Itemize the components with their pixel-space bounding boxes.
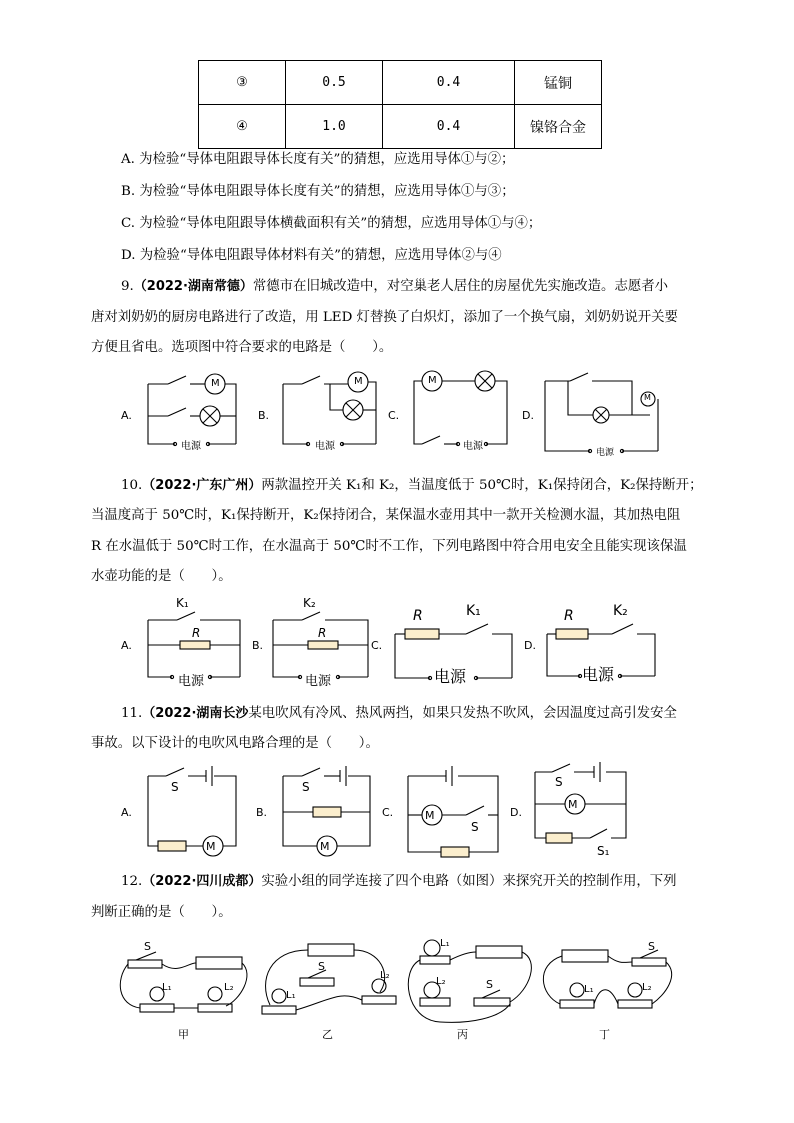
caption-ding: 丁 <box>599 1028 610 1041</box>
caption-bing: 丙 <box>457 1028 468 1041</box>
q9-line3: 方便且省电。选项图中符合要求的电路是（ ）。 <box>91 340 393 355</box>
q12-circuit-bing <box>408 940 531 1022</box>
caption-yi: 乙 <box>322 1028 333 1041</box>
q9-line2: 唐对刘奶奶的厨房电路进行了改造，用 LED 灯替换了白炽灯，添加了一个换气扇，刘奶奶说开关要 <box>91 310 678 325</box>
q9-line1: 9.（2022·湖南常德）常德市在旧城改造中，对空巢老人居住的房屋优先实施改造。志愿者小 <box>121 279 669 294</box>
motor-label: M <box>428 375 437 386</box>
q10-line1: 10.（2022·广东广州）两款温控开关 K₁和 K₂，当温度低于 50℃时，K₁保持闭合，K₂保持断开； <box>121 478 703 493</box>
q12-circuit-yi <box>262 944 396 1014</box>
q12-line1: 12.（2022·四川成都）实验小组的同学连接了四个电路（如图）来探究开关的控制作用，下列 <box>121 874 677 889</box>
caption-jia: 甲 <box>178 1028 189 1041</box>
q8-option-c: C. 为检验“导体电阻跟导体横截面积有关”的猜想，应选用导体①与④； <box>121 216 542 231</box>
motor-label: M <box>644 393 651 402</box>
q12-line2: 判断正确的是（ ）。 <box>91 905 232 920</box>
q8-option-a: A. 为检验“导体电阻跟导体长度有关”的猜想，应选用导体①与②； <box>121 152 515 167</box>
power-label: 电源 <box>315 441 335 452</box>
q11-line1: 11.（2022·湖南长沙某电吹风有冷风、热风两挡，如果只发热不吹风，会因温度过高引发安全 <box>121 706 677 721</box>
q8-option-b: B. 为检验“导体电阻跟导体长度有关”的猜想，应选用导体①与③； <box>121 184 515 199</box>
table-row: ③ 0.5 0.4 锰铜 <box>199 61 602 105</box>
power-label: 电源 <box>181 441 201 452</box>
power-label: 电源 <box>596 448 615 458</box>
q8-option-d: D. 为检验“导体电阻跟导体材料有关”的猜想，应选用导体②与④ <box>121 248 502 263</box>
motor-label: M <box>211 378 220 389</box>
q11-line2: 事故。以下设计的电吹风电路合理的是（ ）。 <box>91 736 379 751</box>
document-page: ③ 0.5 0.4 锰铜 ④ 1.0 0.4 镍铬合金 A. 为检验“导体电阻跟导体长度有关”的猜想，应选用导体①与②； B. 为检验“导体电阻跟导体长度有关”的猜想，应选用导体①与③； C. 为检验“导体电阻跟导体横截面积有关”的猜想，应选用导体①与④； D. 为检验“导体电阻跟导体材料有关”的猜想，应选用导体②与④ 9.（2022·湖南常德）常德市在旧城改造中，对空巢老人居住的房屋优先实施改造。志愿者小 唐对刘奶奶的厨房电路进行了改造，用 LED 灯替换了白炽灯，添加了一个换气扇，刘奶奶说开关要 方便且省电。选项图中符合要求的电路是（ ）。 A. B. C. D. M M M M 电源 电源 电源 电源 10.（2022·广东广州）两款温控开关 K₁和 K₂，当温度低于 50℃时，K₁保持闭合，K₂保持断开； 当温度高于 50℃时，K₁保持断开，K₂保持闭合，某保温水壶用其中一款开关检测水温，其加热电阻 R 在水温低于 50℃时工作，在水温高于 50℃时不工作，下列电路图中符合用电安全且能实现该保温 水壶功能的是（ ）。 A. B. C. D. K₁ R 电源 K₂ R 电源 R K₁ 电源 R K₂ 电源 11.（2022·湖南长沙某电吹风有冷风、热风两挡，如果只发热不吹风，会因温度过高引发安全 事故。以下设计的电吹风电路合理的是（ ）。 A. B. C. D. S M S M M S S M S₁ 12.（2022·四川成都）实验小组的同学连接了四个电路（如图）来探究开关的控制作用，下列 判断正确的是（ ）。 S L₁ L₂ S L₁ L₂ L₁ L₂ S S L₁ L₂ 甲 乙 丙 丁 <box>0 0 794 1123</box>
q10-line2: 当温度高于 50℃时，K₁保持断开，K₂保持闭合，某保温水壶用其中一款开关检测水温，其加热电阻 <box>91 508 681 523</box>
q10-line4: 水壶功能的是（ ）。 <box>91 569 232 584</box>
power-label: 电源 <box>463 441 483 452</box>
table-row: ④ 1.0 0.4 镍铬合金 <box>199 105 602 149</box>
q10-line3: R 在水温低于 50℃时工作，在水温高于 50℃时不工作，下列电路图中符合用电安全且能实现该保温 <box>91 539 687 554</box>
motor-label: M <box>354 376 363 387</box>
q12-circuit-ding <box>543 950 671 1008</box>
